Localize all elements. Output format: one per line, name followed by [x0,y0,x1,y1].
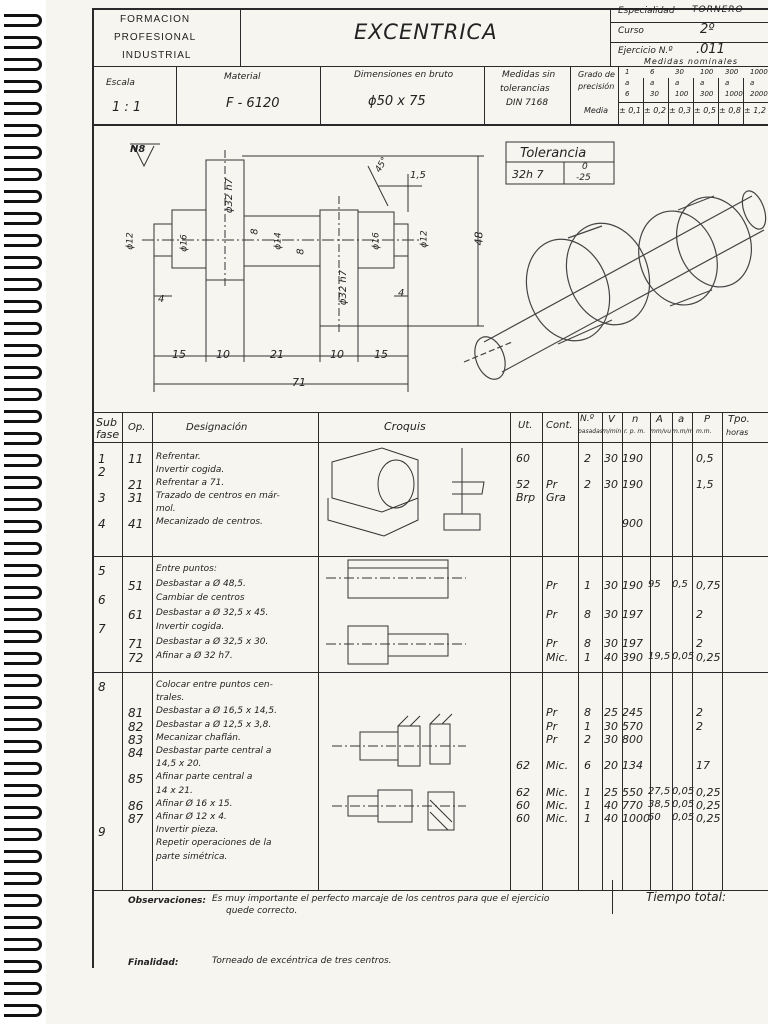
binding-coil [4,14,42,27]
binding-coil [4,102,42,115]
binding-coil [4,388,42,401]
binding-coil [4,674,42,687]
croquis-header: Croquis [384,420,426,433]
designation-line: Afinar Ø 12 x 4. [156,812,227,822]
dim-length: 10 [330,348,344,361]
curso-value: 2º [700,22,715,37]
cont-cell: Mic. [546,812,569,825]
medidas-value: DIN 7168 [506,98,549,108]
npasadas-header: N.º [580,414,594,424]
cont-cell: Pr [546,478,558,491]
op-cell: 81 [128,706,144,721]
binding-coil [4,278,42,291]
operations-table [92,412,768,890]
pasadas-cell: 1 [584,812,591,825]
op-cell: 51 [128,578,144,593]
depth-cell: 0,05 [672,812,695,823]
designation-line: Afinar Ø 16 x 15. [156,798,233,809]
op-cell: 21 [128,478,144,492]
subfase-header: fase [96,428,120,441]
op-cell: 82 [128,719,144,734]
dim-d16-right: ϕ16 [371,232,382,250]
binding-coil [4,146,42,159]
binding-coil [4,938,42,951]
A-header: A [656,414,663,425]
dim-length: 4 [158,294,165,305]
velocity-cell: 40 [604,651,618,664]
a-header: a [678,414,685,425]
P-subheader: m.m. [696,428,712,435]
binding-coil [4,564,42,577]
binding-coil [4,454,42,467]
designation-line: Mecanizado de centros. [156,517,263,527]
rpm-cell: 570 [622,719,643,733]
observaciones-label: Observaciones: [128,896,207,906]
binding-coil [4,784,42,797]
binding-coil [4,740,42,753]
designation-line: Desbastar a Ø 12,5 x 3,8. [156,719,272,730]
cont-cell: Mic. [546,785,569,799]
pasadas-cell: 2 [584,452,591,465]
op-cell: 41 [128,517,144,531]
designation-line: Mecanizar chaflán. [156,732,241,743]
cont-cell: Pr [546,719,558,733]
designation-line: Invertir cogida. [156,622,225,632]
subfase-cell: 3 [98,491,106,505]
nominal-range: 30 [675,68,684,76]
binding-coil [4,124,42,137]
subfase-cell: 1 [98,452,106,466]
pasadas-cell: 8 [584,636,591,650]
dim-eccentricity: 8 [295,248,307,255]
binding-coil [4,58,42,71]
pass-cell: 0,25 [696,798,721,812]
pass-cell: 17 [696,759,710,773]
pasadas-cell: 8 [584,607,591,621]
pass-cell: 0,25 [696,785,721,799]
subfase-cell: 8 [98,680,106,694]
npasadas-subheader: pasadas [578,428,603,435]
nominal-range: a [750,79,755,87]
A-subheader: mm/vu [650,428,672,435]
nominal-range: 2000 [750,90,768,98]
nominal-tolerance: ± 0,5 [694,106,716,115]
binding-coil [4,80,42,93]
nominal-tolerance: ± 0,1 [619,106,641,115]
designation-line: Entre puntos: [156,564,217,574]
rpm-cell: 197 [622,636,643,650]
ejercicio-value: .011 [696,42,725,57]
dimensiones-label: Dimensiones en bruto [354,70,454,80]
velocity-cell: 30 [604,452,618,465]
designation-line: mol. [156,504,176,514]
especialidad-value: TORNERO [692,5,744,15]
nominal-range: a [725,79,730,87]
dim-length: 15 [172,348,186,361]
nominal-range: 30 [650,90,659,98]
nominal-range: 100 [700,68,714,76]
rpm-cell: 134 [622,759,643,773]
velocity-cell: 30 [604,578,618,592]
binding-coil [4,322,42,335]
op-cell: 71 [128,636,144,651]
binding-coil [4,256,42,269]
velocity-cell: 30 [604,636,618,650]
binding-coil [4,520,42,533]
nominal-range: a [675,79,680,87]
dim-d16-left: ϕ16 [179,234,190,252]
subfase-cell: 2 [98,465,106,479]
rpm-cell: 190 [622,452,643,465]
school-line: INDUSTRIAL [122,50,192,61]
velocity-cell: 30 [604,719,618,733]
subfase-header: Sub [96,416,117,429]
binding-coil [4,608,42,621]
velocity-cell: 20 [604,759,618,773]
cont-cell: Pr [546,636,558,650]
nominal-tolerance: ± 0,3 [669,106,691,115]
binding-coil [4,212,42,225]
designation-line: Invertir pieza. [156,825,219,836]
school-line: PROFESIONAL [114,32,197,43]
op-cell: 87 [128,812,144,826]
dim-total-length: 71 [292,376,306,389]
binding-coil [4,432,42,445]
ut-cell: 62 [516,759,530,773]
binding-coil [4,366,42,379]
nominal-range: a [625,79,630,87]
school-line: FORMACION [120,14,191,25]
pass-cell: 1,5 [696,478,714,491]
designation-line: Desbastar a Ø 32,5 x 45. [156,607,269,618]
rpm-cell: 900 [622,517,643,530]
dim-d14: ϕ14 [273,232,284,250]
binding-coil [4,762,42,775]
cont-cell: Mic. [546,759,569,773]
pass-cell: 2 [696,636,703,650]
designacion-header: Designación [186,422,248,433]
cont-cell: Pr [546,706,558,720]
rpm-cell: 800 [622,732,643,746]
nominal-tolerance-grid [618,66,768,124]
op-cell: 11 [128,452,144,466]
designation-line: Refrentar. [156,452,201,462]
binding-coil [4,498,42,511]
dim-d32h7-bottom: ϕ32 h7 [338,269,350,306]
dim-length: 21 [270,348,284,361]
nominal-tolerance: ± 0,2 [644,106,666,115]
binding-coil [4,916,42,929]
binding-coil [4,850,42,863]
depth-cell: 0,05 [672,798,695,810]
pasadas-cell: 1 [584,719,591,733]
v-subheader: m/min [602,428,622,435]
nominal-range: 1 [625,68,630,76]
tolerance-upper: 0 [582,162,588,172]
velocity-cell: 30 [604,607,618,621]
pasadas-cell: 1 [584,651,591,664]
designation-line: 14,5 x 20. [156,759,202,770]
binding-coil [4,872,42,885]
tpo-subheader: horas [726,428,749,437]
finalidad-label: Finalidad: [128,958,179,968]
pasadas-cell: 1 [584,785,591,799]
dim-d32h7-top: ϕ32 h7 [224,177,236,214]
v-header: V [608,414,615,425]
dim-angle: 45° [373,155,391,175]
tpo-header: Tpo. [728,414,750,425]
designation-line: Colocar entre puntos cen- [156,680,273,690]
cont-cell: Pr [546,607,558,621]
pasadas-cell: 8 [584,706,591,720]
technical-drawing [92,126,768,412]
pass-cell: 0,25 [696,651,721,664]
op-header: Op. [128,422,146,433]
ut-cell: 52 [516,478,530,491]
page-title: EXCENTRICA [354,20,498,44]
n-header: n [632,414,639,425]
especialidad-label: Especialidad [618,6,675,16]
rpm-cell: 1000 [622,812,650,825]
designation-line: trales. [156,693,185,704]
rpm-cell: 197 [622,607,643,621]
pass-cell: 2 [696,706,703,720]
cont-cell: Gra [546,491,566,504]
feed-cell: 95 [648,578,661,590]
surface-symbol-label: N8 [130,144,146,155]
binding-coil [4,36,42,49]
rpm-cell: 770 [622,798,643,812]
binding-coil [4,1004,42,1017]
op-cell: 61 [128,607,144,622]
subfase-cell: 4 [98,517,106,531]
feed-cell: 50 [648,812,661,823]
ut-cell: 60 [516,798,530,812]
op-cell: 84 [128,746,144,760]
binding-coil [4,234,42,247]
nominal-range: 1000 [750,68,768,76]
binding-coil [4,168,42,181]
curso-label: Curso [618,26,644,36]
subfase-cell: 7 [98,622,106,636]
grado-label: Grado de [578,70,615,79]
dim-d12-left: ϕ12 [125,232,136,250]
nominal-range: 6 [650,68,655,76]
pass-cell: 0,25 [696,812,721,825]
pass-cell: 2 [696,607,703,621]
nominal-range: 6 [625,90,630,98]
designation-line: Repetir operaciones de la [156,838,272,849]
tolerance-fit: 32h 7 [512,168,544,181]
dim-length: 10 [216,348,230,361]
op-cell: 85 [128,772,144,787]
feed-cell: 38,5 [648,798,671,810]
nominal-tolerance: ± 0,8 [719,106,741,115]
rpm-cell: 550 [622,785,643,799]
dim-length: 15 [374,348,388,361]
binding-coil [4,542,42,555]
feed-cell: 19,5 [648,651,671,662]
material-label: Material [224,72,261,82]
medidas-label: Medidas sin [502,70,556,80]
cont-cell: Pr [546,732,558,746]
designation-line: parte simétrica. [156,851,228,862]
binding-coil [4,718,42,731]
spiral-binding [0,0,46,1024]
finalidad-text: Torneado de excéntrica de tres centros. [212,956,392,966]
designation-line: Afinar a Ø 32 h7. [156,651,233,661]
velocity-cell: 30 [604,732,618,746]
subfase-cell: 5 [98,564,106,578]
designation-line: Desbastar a Ø 48,5. [156,578,246,589]
depth-cell: 0,05 [672,785,695,797]
subfase-cell: 6 [98,593,106,607]
binding-coil [4,960,42,973]
tolerancia-label: Tolerancia [520,146,587,161]
dimensiones-value: ϕ50 x 75 [368,94,426,109]
media-label: Media [584,106,609,115]
nominales-label: Medidas nominales [644,57,739,66]
designation-line: Desbastar a Ø 32,5 x 30. [156,636,269,647]
feed-cell: 27,5 [648,785,671,797]
observaciones-line: quede correcto. [226,906,298,916]
tolerance-lower: -25 [576,173,591,183]
binding-coil [4,190,42,203]
dim-height: 48 [472,231,486,246]
velocity-cell: 30 [604,478,618,491]
binding-coil [4,476,42,489]
cont-header: Cont. [546,420,573,431]
nominal-range: 300 [725,68,739,76]
pasadas-cell: 2 [584,478,591,491]
pasadas-cell: 2 [584,732,591,746]
depth-cell: 0,5 [672,578,688,590]
nominal-tolerance: ± 1,2 [744,106,766,115]
op-cell: 31 [128,491,144,505]
designation-line: Cambiar de centros [156,593,245,603]
P-header: P [704,414,711,425]
rpm-cell: 190 [622,478,643,491]
material-value: F - 6120 [226,96,280,111]
dim-length: 4 [398,288,405,299]
medidas-label: tolerancias [500,84,550,94]
rpm-cell: 245 [622,706,643,720]
ut-header: Ut. [518,420,533,431]
nominal-range: a [650,79,655,87]
escala-label: Escala [106,78,135,88]
pass-cell: 2 [696,719,703,733]
velocity-cell: 40 [604,798,618,812]
worksheet [92,0,768,1024]
pasadas-cell: 1 [584,798,591,812]
designation-line: Invertir cogida. [156,465,225,475]
binding-coil [4,410,42,423]
ut-cell: 60 [516,812,530,825]
pasadas-cell: 6 [584,759,591,773]
rpm-cell: 390 [622,651,643,664]
op-cell: 86 [128,798,144,813]
binding-coil [4,344,42,357]
binding-coil [4,894,42,907]
depth-cell: 0,05 [672,651,695,662]
n-subheader: r. p. m. [624,428,646,435]
escala-value: 1 : 1 [112,100,142,115]
designation-line: 14 x 21. [156,785,193,796]
nominal-range: 100 [675,90,689,98]
ejercicio-label: Ejercicio N.º [618,46,673,56]
cont-cell: Mic. [546,651,569,664]
tiempo-total-label: Tiempo total: [646,890,726,904]
binding-coil [4,696,42,709]
velocity-cell: 25 [604,785,618,799]
velocity-cell: 25 [604,706,618,720]
op-cell: 72 [128,651,144,665]
nominal-range: a [700,79,705,87]
designation-line: Afinar parte central a [156,772,253,783]
pasadas-cell: 1 [584,578,591,592]
binding-coil [4,652,42,665]
ut-cell: 60 [516,452,530,465]
rpm-cell: 190 [622,578,643,592]
grado-label: precisión [578,82,615,91]
designation-line: Desbastar parte central a [156,746,272,756]
dim-chamfer: 1,5 [410,170,426,181]
ut-cell: Brp [516,491,536,504]
nominal-range: 300 [700,90,714,98]
binding-coil [4,828,42,841]
binding-coil [4,586,42,599]
binding-coil [4,300,42,313]
binding-coil [4,630,42,643]
cont-cell: Pr [546,578,558,592]
designation-line: Refrentar a 71. [156,478,225,488]
designation-line: Desbastar a Ø 16,5 x 14,5. [156,706,277,717]
pass-cell: 0,5 [696,452,714,465]
dim-d12-right: ϕ12 [419,230,430,248]
velocity-cell: 40 [604,812,618,825]
cont-cell: Mic. [546,798,569,812]
binding-coil [4,806,42,819]
ut-cell: 62 [516,785,530,799]
observaciones-line: Es muy importante el perfecto marcaje de los centros para que el ejercicio [212,894,550,904]
op-cell: 83 [128,732,144,747]
binding-coil [4,982,42,995]
subfase-cell: 9 [98,825,106,840]
a-subheader: m.m/m [672,428,694,435]
designation-line: Trazado de centros en már- [156,491,280,501]
drawing-svg [92,126,768,412]
nominal-range: 1000 [725,90,743,98]
pass-cell: 0,75 [696,578,721,592]
dim-eccentricity: 8 [249,228,261,235]
